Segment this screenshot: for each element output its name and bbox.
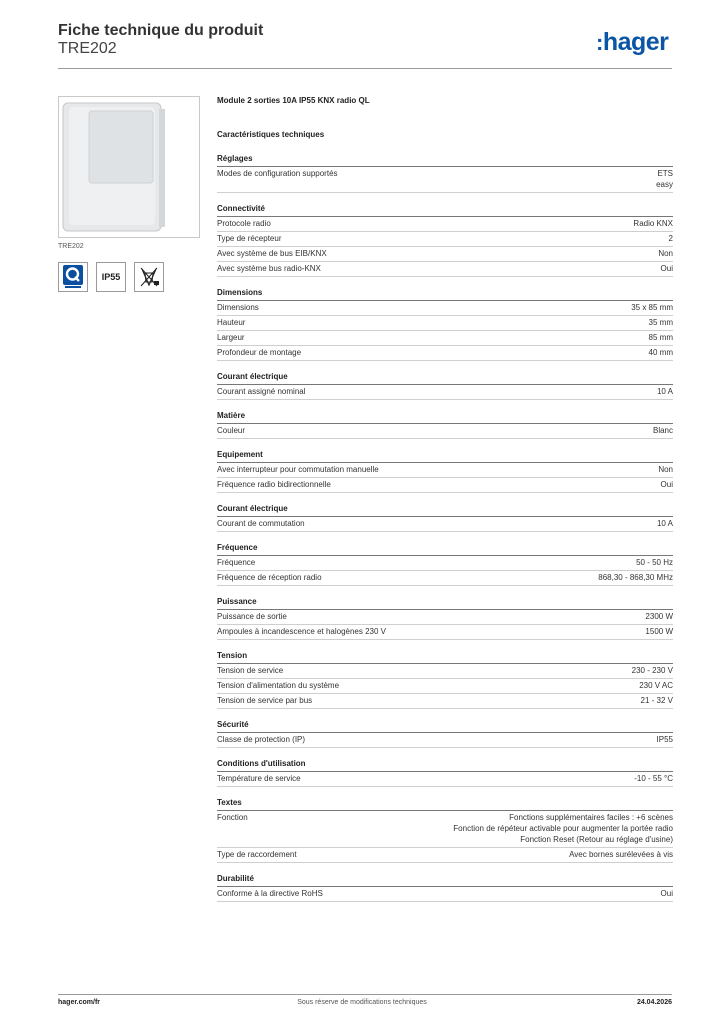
- spec-label: Courant de commutation: [217, 519, 305, 528]
- spec-label: Avec système de bus EIB/KNX: [217, 249, 327, 258]
- spec-row: [217, 517, 673, 532]
- spec-group: [217, 650, 673, 709]
- product-image: [58, 96, 200, 238]
- spec-group-title: Dimensions: [217, 287, 673, 301]
- spec-group: [217, 873, 673, 902]
- product-reference: TRE202: [58, 40, 117, 57]
- spec-label: Fréquence de réception radio: [217, 573, 322, 582]
- header-divider: [58, 68, 672, 69]
- spec-value: Avec bornes surélevées à vis: [569, 850, 673, 859]
- spec-row: [217, 385, 673, 400]
- spec-label: Classe de protection (IP): [217, 735, 306, 744]
- spec-value: IP55: [656, 735, 673, 744]
- product-name: Module 2 sorties 10A IP55 KNX radio QL: [217, 96, 370, 105]
- spec-value: 10 A: [656, 387, 673, 396]
- spec-row: [217, 247, 673, 262]
- spec-group: [217, 596, 673, 640]
- tech-characteristics-title: Caractéristiques techniques: [217, 130, 325, 139]
- spec-value: 10 A: [656, 519, 673, 528]
- spec-label: Hauteur: [217, 318, 246, 327]
- spec-row: [217, 167, 673, 193]
- spec-row: [217, 232, 673, 247]
- spec-label: Avec système bus radio-KNX: [217, 264, 321, 273]
- spec-row: [217, 301, 673, 316]
- footer-notice: Sous réserve de modifications techniques: [297, 999, 427, 1006]
- spec-group: [217, 758, 673, 787]
- spec-value: 85 mm: [648, 333, 673, 342]
- spec-row: [217, 478, 673, 493]
- spec-value: Non: [658, 249, 673, 258]
- spec-value: 40 mm: [648, 348, 673, 357]
- spec-value: 35 mm: [648, 318, 673, 327]
- spec-value: Oui: [660, 889, 673, 898]
- spec-row: [217, 556, 673, 571]
- weee-icon: [134, 262, 164, 292]
- spec-row: [217, 811, 673, 848]
- spec-row: [217, 316, 673, 331]
- spec-label: Dimensions: [217, 303, 259, 312]
- footer-site: hager.com/fr: [58, 999, 101, 1006]
- spec-row: [217, 733, 673, 748]
- ip55-badge: IP55: [96, 262, 126, 292]
- spec-group: [217, 797, 673, 863]
- spec-value: 2300 W: [645, 612, 673, 621]
- spec-value: Non: [658, 465, 673, 474]
- spec-group: [217, 287, 673, 361]
- quality-certification-icon: [58, 262, 88, 292]
- spec-row: [217, 571, 673, 586]
- spec-label: Avec interrupteur pour commutation manuelle: [217, 465, 379, 474]
- spec-row: [217, 625, 673, 640]
- spec-label: Fonction: [217, 813, 248, 822]
- spec-group-title: Courant électrique: [217, 371, 673, 385]
- spec-group-title: Conditions d'utilisation: [217, 758, 673, 772]
- spec-group: [217, 542, 673, 586]
- spec-group-title: Puissance: [217, 596, 673, 610]
- spec-label: Tension de service par bus: [217, 696, 313, 705]
- spec-group-title: Connectivité: [217, 203, 673, 217]
- spec-value: -10 - 55 °C: [634, 774, 673, 783]
- page-title: Fiche technique du produit: [58, 22, 264, 39]
- spec-group-title: Réglages: [217, 153, 673, 167]
- spec-value: 1500 W: [645, 627, 673, 636]
- spec-label: Température de service: [217, 774, 301, 783]
- spec-value: 21 - 32 V: [640, 696, 673, 705]
- spec-group: [217, 449, 673, 493]
- spec-label: Largeur: [217, 333, 245, 342]
- spec-value: 230 - 230 V: [631, 666, 673, 675]
- spec-value: ETS easy: [656, 169, 673, 189]
- spec-row: [217, 848, 673, 863]
- spec-value: 230 V AC: [639, 681, 673, 690]
- spec-label: Modes de configuration supportés: [217, 169, 338, 178]
- spec-row: [217, 694, 673, 709]
- spec-label: Fréquence: [217, 558, 256, 567]
- spec-value: 50 - 50 Hz: [636, 558, 673, 567]
- spec-label: Fréquence radio bidirectionnelle: [217, 480, 331, 489]
- spec-label: Conforme à la directive RoHS: [217, 889, 323, 898]
- spec-value: Radio KNX: [633, 219, 673, 228]
- spec-label: Type de raccordement: [217, 850, 297, 859]
- spec-value: 2: [668, 234, 673, 243]
- spec-label: Tension d'alimentation du système: [217, 681, 340, 690]
- spec-groups: [217, 153, 673, 902]
- spec-row: [217, 664, 673, 679]
- spec-content: [217, 95, 673, 912]
- spec-label: Courant assigné nominal: [217, 387, 306, 396]
- spec-label: Protocole radio: [217, 219, 271, 228]
- footer-divider: [58, 994, 672, 995]
- spec-label: Type de récepteur: [217, 234, 282, 243]
- spec-group-title: Tension: [217, 650, 673, 664]
- spec-value: 868,30 - 868,30 MHz: [598, 573, 673, 582]
- spec-group-title: Courant électrique: [217, 503, 673, 517]
- spec-row: [217, 346, 673, 361]
- spec-row: [217, 679, 673, 694]
- spec-group: [217, 153, 673, 193]
- spec-label: Ampoules à incandescence et halogènes 230 V: [217, 627, 387, 636]
- spec-row: [217, 262, 673, 277]
- spec-value: Oui: [660, 480, 673, 489]
- spec-value: Fonctions supplémentaires faciles : +6 scènes Fonction de répéteur activable pour augmenter la portée radio Fonction Reset (Retour au réglage d'usine): [453, 813, 673, 844]
- spec-label: Puissance de sortie: [217, 612, 287, 621]
- spec-row: [217, 463, 673, 478]
- spec-group: [217, 719, 673, 748]
- spec-value: Blanc: [652, 426, 673, 435]
- certification-badges: [58, 262, 164, 292]
- spec-group-title: Equipement: [217, 449, 673, 463]
- spec-value: 35 x 85 mm: [631, 303, 673, 312]
- spec-group: [217, 203, 673, 277]
- spec-label: Couleur: [217, 426, 246, 435]
- hager-logo: :hager: [596, 28, 669, 56]
- spec-row: [217, 887, 673, 902]
- spec-group: [217, 503, 673, 532]
- spec-group-title: Fréquence: [217, 542, 673, 556]
- image-caption: TRE202: [58, 243, 84, 250]
- spec-label: Tension de service: [217, 666, 284, 675]
- spec-row: [217, 772, 673, 787]
- spec-group-title: Textes: [217, 797, 673, 811]
- footer-date: 24.04.2026: [636, 999, 672, 1006]
- spec-value: Oui: [660, 264, 673, 273]
- spec-group: [217, 410, 673, 439]
- spec-row: [217, 217, 673, 232]
- spec-group-title: Matière: [217, 410, 673, 424]
- spec-row: [217, 331, 673, 346]
- spec-row: [217, 610, 673, 625]
- spec-group-title: Durabilité: [217, 873, 673, 887]
- spec-group: [217, 371, 673, 400]
- spec-group-title: Sécurité: [217, 719, 673, 733]
- spec-label: Profondeur de montage: [217, 348, 302, 357]
- spec-row: [217, 424, 673, 439]
